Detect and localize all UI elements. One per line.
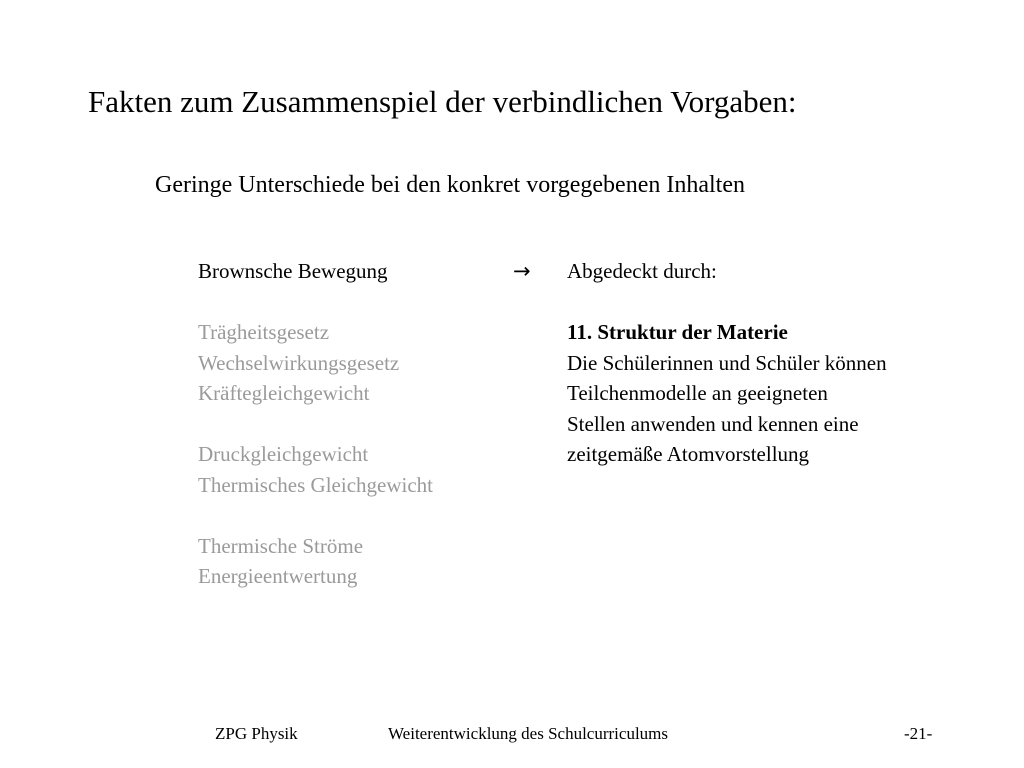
slide-subtitle: Geringe Unterschiede bei den konkret vorgegebenen Inhalten (155, 172, 745, 198)
topic-item: Kräftegleichgewicht (198, 381, 370, 405)
spacer (198, 500, 433, 531)
topic-list (198, 256, 433, 592)
topic-item: Druckgleichgewicht (198, 442, 369, 466)
topic-item: Thermisches Gleichgewicht (198, 472, 433, 497)
spacer (198, 409, 433, 440)
coverage-line: Die Schülerinnen und Schüler können (567, 350, 887, 375)
page-number: -21- (904, 724, 933, 743)
topic-item: Thermische Ströme (198, 533, 364, 558)
footer-organization: ZPG Physik (215, 724, 298, 743)
footer-title: Weiterentwicklung des Schulcurriculums (388, 724, 669, 743)
coverage-heading: 11. Struktur der Materie (567, 320, 788, 344)
topic-item: Energieentwertung (198, 564, 358, 588)
spacer (198, 287, 433, 318)
topic-current: Brownsche Bewegung (198, 259, 388, 283)
coverage-line: Teilchenmodelle an geeigneten (567, 381, 828, 405)
coverage-line: zeitgemäße Atomvorstellung (567, 442, 810, 466)
topic-item: Wechselwirkungsgesetz (198, 350, 400, 375)
coverage-label: Abgedeckt durch: (567, 259, 717, 283)
coverage-block (567, 256, 887, 470)
spacer (567, 287, 887, 318)
topic-item: Trägheitsgesetz (198, 320, 330, 344)
right-arrow-icon: → (513, 259, 531, 283)
coverage-line: Stellen anwenden und kennen eine (567, 411, 859, 436)
slide-title: Fakten zum Zusammenspiel der verbindlichen Vorgaben: (88, 84, 797, 119)
